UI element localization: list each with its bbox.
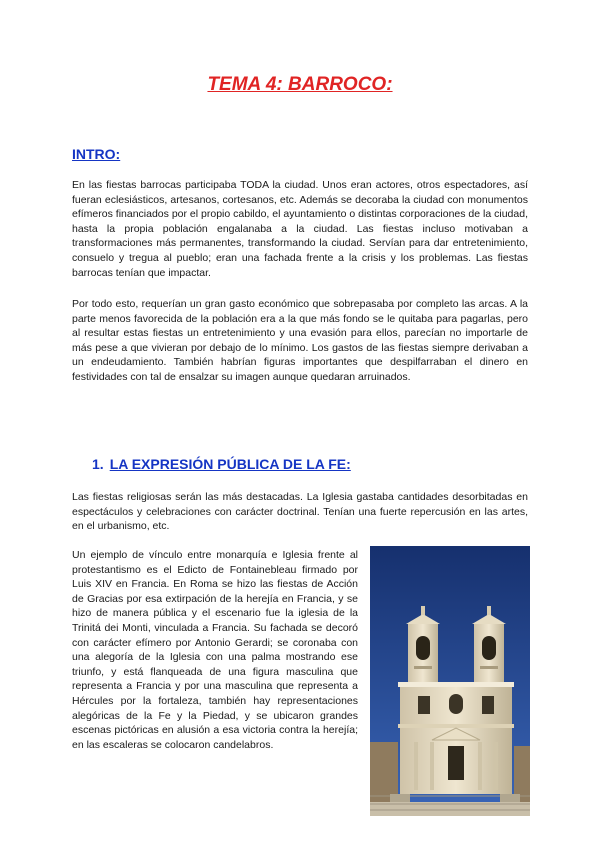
church-facade <box>398 682 514 794</box>
church-photo <box>370 546 530 816</box>
trinita-dei-monti-illustration <box>370 546 530 816</box>
intro-paragraph-1: En las fiestas barrocas participaba TODA la ciudad. Unos eran actores, otros espectadores, así fueran eclesiásticos, artesanos, cortesanos, etc. Además se decoraba la ciudad con monumentos efímeros financiados por el propio cabildo, el ayuntamiento o distintas corporaciones de la ciudad, hasta la propia población engalanaba a la ciudad. Las fiestas incluso motivaban a transformaciones más permanentes, transformando la ciudad. Servían para dar entretenimiento, consuelo y tregua al pueblo; eran una fachada frente a la crisis y los problemas. Las fiestas barrocas tenían que impactar. <box>72 179 528 279</box>
section-1-paragraph-2: Un ejemplo de vínculo entre monarquía e Iglesia frente al protestantismo es el Edicto de Fontainebleau firmado por Luis XIV en Francia. En Roma se hizo las fiestas de Acción de Gracias por esa extirpación de la herejía en Francia, y se hizo de manera pública y el escenario fue la iglesia de la Trinitá dei Monti, vinculada a Francia. Su fachada se decoró con carácter efímero por Antonio Gerardi; se coronaba con una alegoría de la Iglesia con una palma mostrando ese triunfo, y está flanqueada de una figura masculina que representa a Francia y por una masculina que representa a Hércules por la fortaleza, también hay representaciones alegóricas de la Fe y la Piedad, y se ubicaron grandes escenas pictóricas en alusión a esa victoria contra la herejía; en las escaleras se colocaron candelabros. <box>72 549 358 751</box>
intro-paragraph-2: Por todo esto, requerían un gran gasto económico que sobrepasaba por completo las arcas. A la parte menos favorecida de la población era a la que más fondo se le quitaba para pagarlas, pero al resultar estas fiestas un entretenimiento y una evasión para ellos, parecían no importarle de más pese a que vivieran por debajo de lo mínimo. Los gastos de las fiestas siempre derivaban a un endeudamiento. También habrían figuras importantes que despilfarraban el dinero en festividades con tal de ensalzar su imagen aunque quedaran arruinados. <box>72 298 528 383</box>
section-1-paragraph-1: Las fiestas religiosas serán las más destacadas. La Iglesia gastaba cantidades desorbitadas en espectáculos y celebraciones con carácter doctrinal. Tenían una fuerte repercusión en las artes, en el urbanismo, etc. <box>72 491 528 533</box>
document-title: TEMA 4: BARROCO: <box>207 74 393 95</box>
left-building <box>370 742 398 802</box>
intro-heading: INTRO: <box>72 146 121 162</box>
section-1-heading <box>92 456 351 472</box>
section-1-number: 1. <box>92 456 104 472</box>
right-building <box>514 746 530 802</box>
section-1-title: LA EXPRESIÓN PÚBLICA DE LA FE: <box>109 456 351 472</box>
